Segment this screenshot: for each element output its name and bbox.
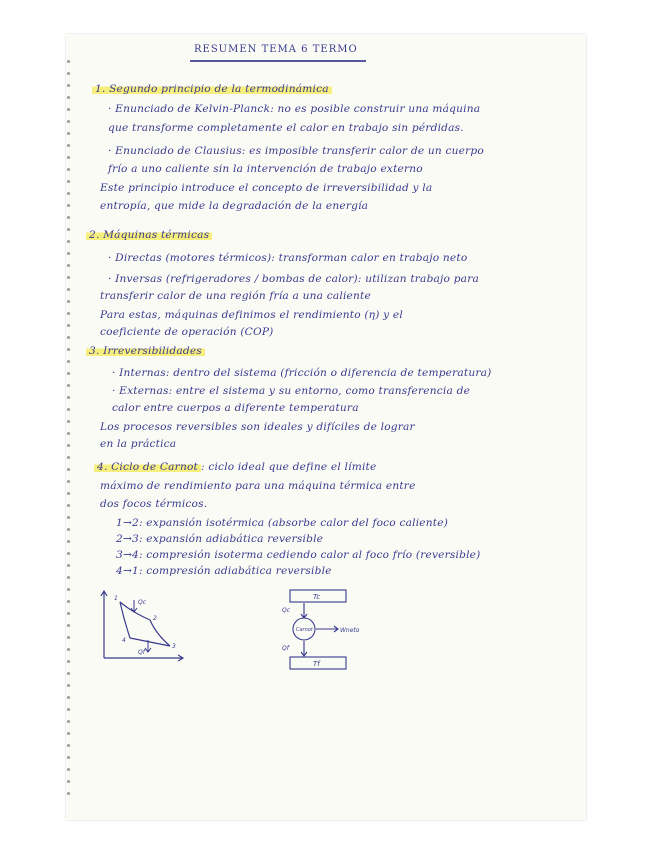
binder-hole bbox=[67, 576, 70, 579]
carnot-step-4-1: 4→1: compresión adiabática reversible bbox=[116, 565, 332, 577]
internal-irreversibility-line: · Internas: dentro del sistema (fricción o diferencia de temperatura) bbox=[112, 367, 492, 379]
processes-line1: Los procesos reversibles son ideales y difíciles de lograr bbox=[100, 421, 415, 433]
carnot-step-3-4: 3→4: compresión isoterma cediendo calor al foco frío (reversible) bbox=[116, 549, 481, 561]
binder-hole bbox=[67, 684, 70, 687]
binder-hole bbox=[67, 408, 70, 411]
binder-hole bbox=[67, 324, 70, 327]
section4-intro-line3: dos focos térmicos. bbox=[100, 498, 208, 510]
binder-hole bbox=[67, 180, 70, 183]
hot-reservoir-label: Tc bbox=[313, 593, 321, 601]
pv-point-1-label: 1 bbox=[114, 595, 118, 602]
binder-hole bbox=[67, 504, 70, 507]
binder-hole bbox=[67, 120, 70, 123]
binder-hole bbox=[67, 204, 70, 207]
binder-hole bbox=[67, 792, 70, 795]
efficiency-line1: Para estas, máquinas definimos el rendimiento (η) y el bbox=[100, 309, 403, 321]
binder-hole bbox=[67, 132, 70, 135]
binder-hole bbox=[67, 708, 70, 711]
binder-hole bbox=[67, 528, 70, 531]
binder-hole bbox=[67, 156, 70, 159]
adiabat-compression-curve bbox=[120, 602, 130, 638]
binder-hole bbox=[67, 732, 70, 735]
binder-hole bbox=[67, 540, 70, 543]
binder-hole bbox=[67, 636, 70, 639]
binder-hole bbox=[67, 276, 70, 279]
binder-hole bbox=[67, 240, 70, 243]
binder-hole bbox=[67, 588, 70, 591]
binder-hole bbox=[67, 288, 70, 291]
binder-hole bbox=[67, 216, 70, 219]
section3-heading: 3. Irreversibilidades bbox=[86, 346, 205, 357]
pv-qf-label: Qf bbox=[138, 649, 145, 656]
engine-qc-label: Qc bbox=[282, 607, 291, 614]
binder-hole bbox=[67, 60, 70, 63]
pv-point-2-label: 2 bbox=[153, 615, 157, 622]
binder-hole bbox=[67, 396, 70, 399]
binder-hole bbox=[67, 108, 70, 111]
binder-hole bbox=[67, 672, 70, 675]
principle-line1: Este principio introduce el concepto de irreversibilidad y la bbox=[100, 182, 433, 194]
binder-hole bbox=[67, 780, 70, 783]
section4-intro-line2: máximo de rendimiento para una máquina térmica entre bbox=[100, 480, 416, 492]
binder-hole bbox=[67, 96, 70, 99]
external-irreversibility-line2: calor entre cuerpos a diferente temperatura bbox=[112, 402, 359, 414]
inverse-machines-line2: transferir calor de una región fría a una caliente bbox=[100, 290, 371, 302]
binder-hole bbox=[67, 360, 70, 363]
binder-holes bbox=[66, 60, 76, 800]
engine-label: Carnot bbox=[296, 627, 313, 633]
binder-hole bbox=[67, 720, 70, 723]
clausius-statement-line2: frío a uno caliente sin la intervención de trabajo externo bbox=[108, 163, 423, 175]
binder-hole bbox=[67, 168, 70, 171]
carnot-pv-diagram bbox=[98, 588, 188, 668]
binder-hole bbox=[67, 768, 70, 771]
inverse-machines-line1: · Inversas (refrigeradores / bombas de calor): utilizan trabajo para bbox=[108, 273, 479, 285]
section1-heading: 1. Segundo principio de la termodinámica bbox=[92, 84, 332, 95]
section2-heading: 2. Máquinas térmicas bbox=[86, 230, 212, 241]
binder-hole bbox=[67, 564, 70, 567]
binder-hole bbox=[67, 192, 70, 195]
engine-qf-label: Qf bbox=[282, 645, 289, 652]
binder-hole bbox=[67, 612, 70, 615]
binder-hole bbox=[67, 84, 70, 87]
page-title: RESUMEN TEMA 6 TERMO bbox=[194, 44, 358, 55]
processes-line2: en la práctica bbox=[100, 438, 177, 450]
external-irreversibility-line1: · Externas: entre el sistema y su entorno, como transferencia de bbox=[112, 385, 471, 397]
binder-hole bbox=[67, 252, 70, 255]
binder-hole bbox=[67, 600, 70, 603]
binder-hole bbox=[67, 348, 70, 351]
binder-hole bbox=[67, 228, 70, 231]
binder-hole bbox=[67, 384, 70, 387]
isotherm-cold-curve bbox=[130, 638, 170, 646]
title-underline bbox=[190, 60, 366, 62]
binder-hole bbox=[67, 696, 70, 699]
kelvin-statement-line1: · Enunciado de Kelvin-Planck: no es posible construir una máquina bbox=[108, 103, 481, 115]
binder-hole bbox=[67, 372, 70, 375]
binder-hole bbox=[67, 456, 70, 459]
binder-hole bbox=[67, 660, 70, 663]
cold-reservoir-label: Tf bbox=[313, 660, 320, 668]
engine-work-label: Wneto bbox=[340, 627, 360, 634]
pv-point-4-label: 4 bbox=[122, 637, 126, 644]
binder-hole bbox=[67, 492, 70, 495]
section4-heading: 4. Ciclo de Carnot bbox=[94, 461, 201, 473]
section4-intro-line1 bbox=[94, 462, 376, 473]
principle-line2: entropía, que mide la degradación de la energía bbox=[100, 200, 369, 212]
binder-hole bbox=[67, 624, 70, 627]
binder-hole bbox=[67, 144, 70, 147]
binder-hole bbox=[67, 72, 70, 75]
binder-hole bbox=[67, 744, 70, 747]
binder-hole bbox=[67, 264, 70, 267]
efficiency-line2: coeficiente de operación (COP) bbox=[100, 326, 274, 338]
pv-qc-label: Qc bbox=[138, 599, 147, 606]
kelvin-statement-line2: que transforme completamente el calor en trabajo sin pérdidas. bbox=[108, 122, 464, 134]
binder-hole bbox=[67, 480, 70, 483]
carnot-step-1-2: 1→2: expansión isotérmica (absorbe calor del foco caliente) bbox=[116, 517, 449, 529]
binder-hole bbox=[67, 420, 70, 423]
heat-engine-diagram bbox=[270, 586, 380, 672]
binder-hole bbox=[67, 468, 70, 471]
clausius-statement-line1: · Enunciado de Clausius: es imposible transferir calor de un cuerpo bbox=[108, 145, 484, 157]
binder-hole bbox=[67, 312, 70, 315]
binder-hole bbox=[67, 336, 70, 339]
direct-machines-line: · Directas (motores térmicos): transforman calor en trabajo neto bbox=[108, 252, 468, 264]
binder-hole bbox=[67, 444, 70, 447]
carnot-step-2-3: 2→3: expansión adiabática reversible bbox=[116, 533, 324, 545]
binder-hole bbox=[67, 552, 70, 555]
section4-intro-rest: : ciclo ideal que define el límite bbox=[201, 461, 377, 473]
pv-point-3-label: 3 bbox=[172, 643, 176, 650]
binder-hole bbox=[67, 648, 70, 651]
binder-hole bbox=[67, 300, 70, 303]
binder-hole bbox=[67, 756, 70, 759]
binder-hole bbox=[67, 432, 70, 435]
binder-hole bbox=[67, 516, 70, 519]
